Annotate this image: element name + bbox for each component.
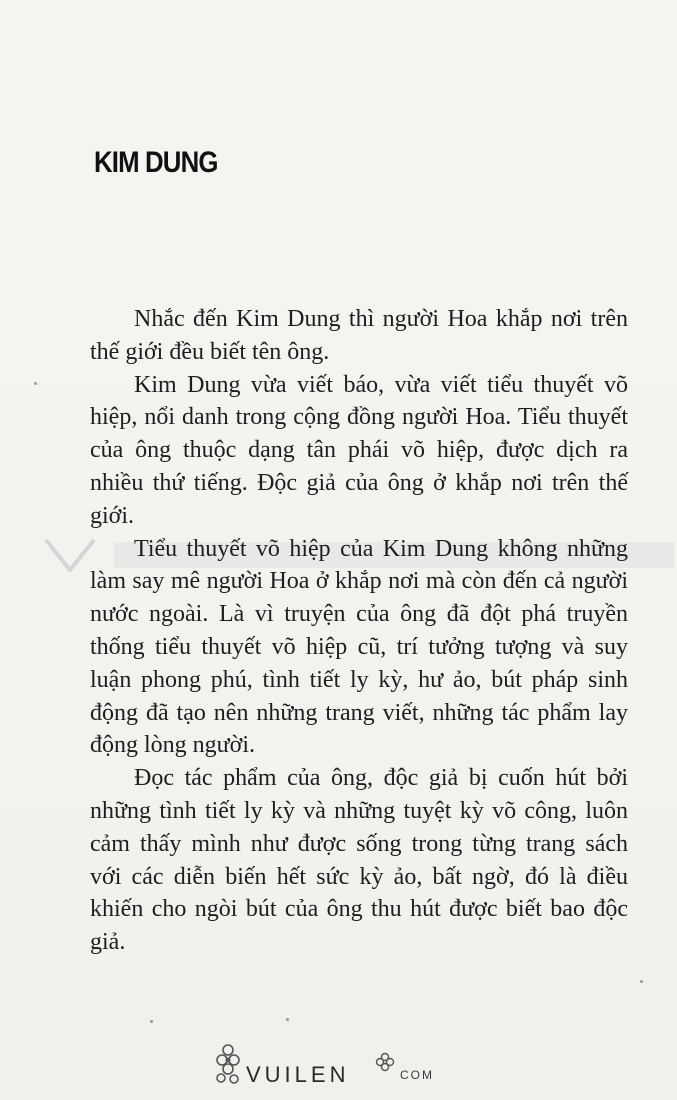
speck (286, 1018, 289, 1021)
body-text (90, 303, 628, 959)
speck (150, 1020, 153, 1023)
page-title: KIM DUNG (94, 146, 218, 179)
paragraph-3: Tiểu thuyết võ hiệp của Kim Dung không những làm say mê người Hoa ở khắp nơi mà còn đến cả người nước ngoài. Là vì truyện của ông đã đột phá truyền thống tiểu thuyết võ hiệp cũ, trí tưởng tượng và suy luận phong phú, tình tiết ly kỳ, hư ảo, bút pháp sinh động đã tạo nên những trang viết, những tác phẩm lay động lòng người. (90, 535, 628, 759)
speck (640, 980, 643, 983)
paragraph-4: Đọc tác phẩm của ông, độc giả bị cuốn hút bởi những tình tiết ly kỳ và những tuyệt kỳ võ công, luôn cảm thấy mình như được sống trong từng trang sách với các diễn biến hết sức kỳ ảo, bất ngờ, đó là điều khiến cho ngòi bút của ông thu hút được biết bao độc giả. (90, 765, 628, 956)
paragraph-1: Nhắc đến Kim Dung thì người Hoa khắp nơi trên thế giới đều biết tên ông. (90, 306, 628, 365)
flower-logo-icon (212, 1038, 248, 1088)
paragraph-2: Kim Dung vừa viết báo, vừa viết tiểu thuyết võ hiệp, nổi danh trong cộng đồng người Hoa. Tiểu thuyết của ông thuộc dạng tân phái võ hiệp, được dịch ra nhiều thứ tiếng. Độc giả của ông ở khắp nơi trên thế giới. (90, 371, 628, 529)
speck (34, 382, 37, 385)
small-flower-icon (375, 1052, 395, 1072)
watermark-logo (212, 1038, 472, 1088)
watermark-brand: VUILEN (246, 1062, 350, 1087)
watermark-suffix: COM (400, 1068, 434, 1082)
